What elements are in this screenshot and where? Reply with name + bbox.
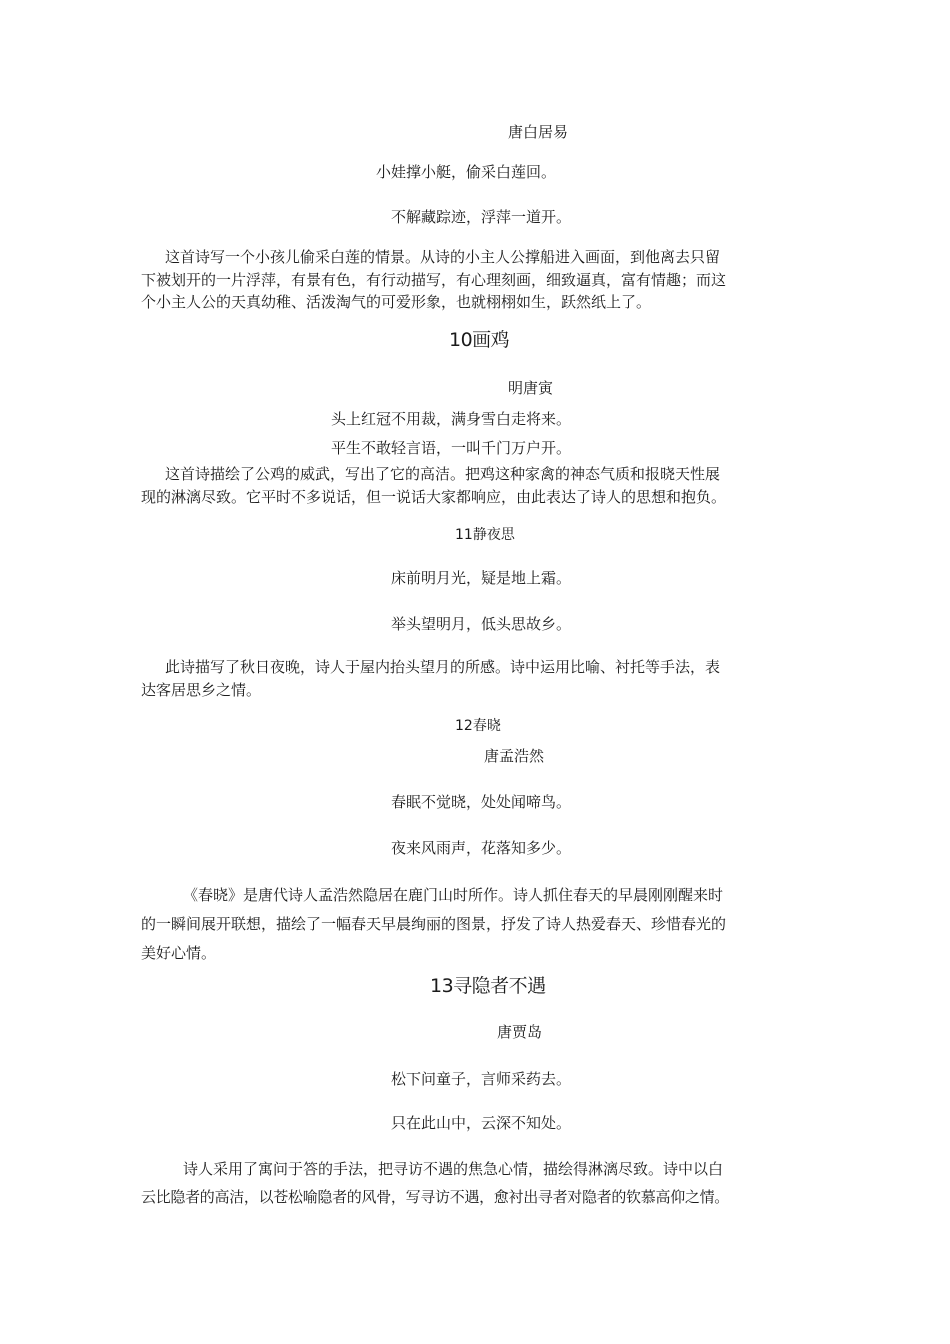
poem12-description — [141, 881, 817, 968]
poem9-desc-line: 这首诗写一个小孩儿偷采白莲的情景。从诗的小主人公撑船进入画面，到他离去只留 — [165, 248, 721, 266]
poem9-line2: 不解藏踪迹，浮萍一道开。 — [391, 208, 572, 226]
poem12-line2: 夜来风雨声，花落知多少。 — [391, 839, 572, 857]
poem13-desc-line: 云比隐者的高洁，以苍松喻隐者的风骨，写寻访不遇，愈衬出寻者对隐者的钦慕高仰之情。 — [141, 1188, 730, 1206]
poem12-desc-line: 《春晓》是唐代诗人孟浩然隐居在鹿门山时所作。诗人抓住春天的早晨刚刚醒来时 — [183, 886, 724, 904]
poem10-desc-line: 这首诗描绘了公鸡的威武，写出了它的高洁。把鸡这种家禽的神态气质和报晓天性展 — [165, 465, 721, 483]
poem11-desc-line: 达客居思乡之情。 — [141, 680, 262, 699]
poem13-desc-line: 诗人采用了寓问于答的手法，把寻访不遇的焦急心情，描绘得淋漓尽致。诗中以白 — [183, 1160, 724, 1178]
poem12-title: 12春晓 — [455, 718, 501, 734]
poem9-desc-line: 下被划开的一片浮萍，有景有色，有行动描写，有心理刻画，细致逼真，富有情趣；而这 — [141, 270, 727, 289]
poem12-author: 唐孟浩然 — [484, 747, 545, 765]
poem11-title: 11静夜思 — [455, 527, 515, 543]
poem11-line2: 举头望明月，低头思故乡。 — [391, 615, 572, 633]
poem13-description — [141, 1155, 817, 1211]
poem12-line1: 春眠不觉晓，处处闻啼鸟。 — [391, 793, 572, 811]
poem11-line1: 床前明月光，疑是地上霜。 — [391, 569, 572, 587]
poem10-title: 10画鸡 — [449, 329, 510, 351]
poem9-description — [141, 246, 817, 314]
poem10-line1: 头上红冠不用裁，满身雪白走将来。 — [331, 410, 572, 428]
poem13-line1: 松下问童子，言师采药去。 — [391, 1070, 572, 1088]
poem10-description — [141, 463, 817, 508]
poem12-desc-line: 美好心情。 — [141, 944, 217, 962]
poem9-desc-line: 个小主人公的天真幼稚、活泼淘气的可爱形象，也就栩栩如生，跃然纸上了。 — [141, 293, 652, 311]
poem12-desc-line: 的一瞬间展开联想，描绘了一幅春天早晨绚丽的图景，抒发了诗人热爱春天、珍惜春光的 — [141, 915, 727, 933]
poem10-desc-line: 现的淋漓尽致。它平时不多说话，但一说话大家都响应，由此表达了诗人的思想和抱负。 — [141, 487, 727, 506]
poem13-line2: 只在此山中，云深不知处。 — [391, 1114, 572, 1132]
poem10-line2: 平生不敢轻言语，一叫千门万户开。 — [331, 439, 572, 457]
poem11-description — [141, 656, 817, 701]
poem13-title: 13寻隐者不遇 — [430, 975, 546, 997]
poem13-author: 唐贾岛 — [497, 1023, 543, 1041]
poem10-author: 明唐寅 — [508, 379, 554, 397]
poem11-desc-line: 此诗描写了秋日夜晚，诗人于屋内抬头望月的所感。诗中运用比喻、衬托等手法，表 — [165, 658, 721, 676]
poem9-line1: 小娃撑小艇，偷采白莲回。 — [376, 163, 557, 181]
poem9-author: 唐白居易 — [508, 123, 569, 141]
